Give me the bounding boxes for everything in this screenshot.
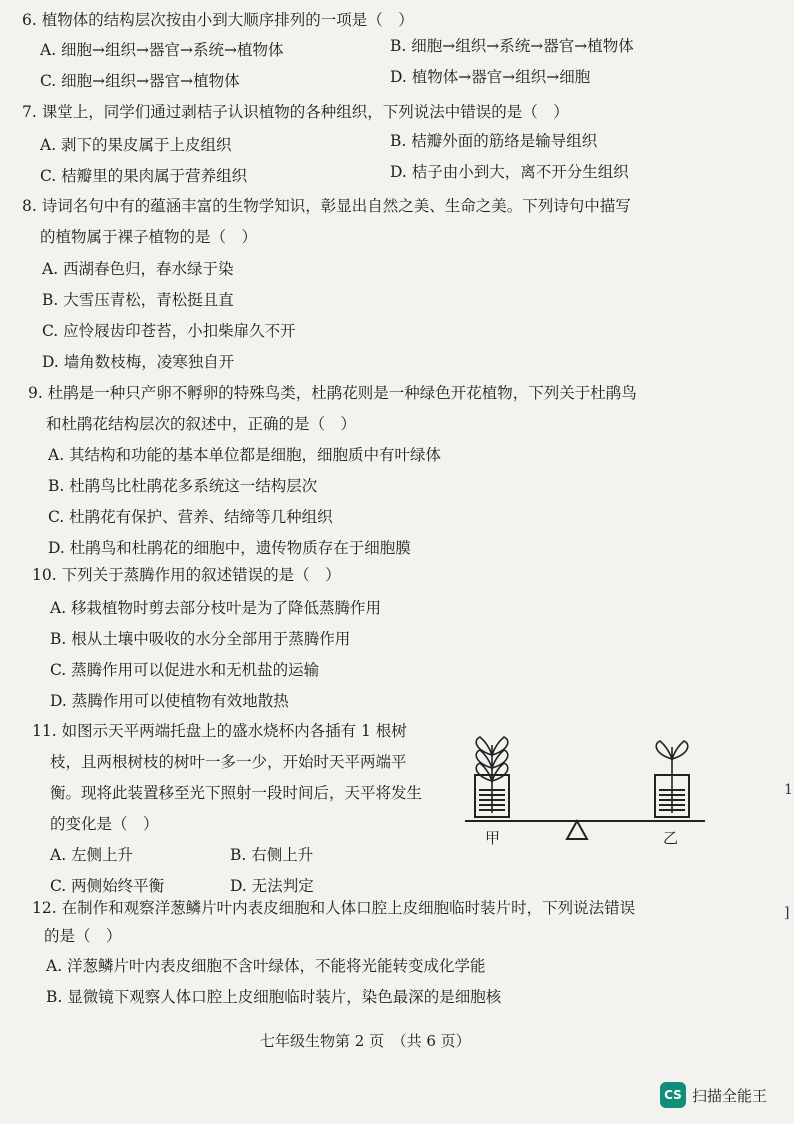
q7-option-c: C. 桔瓣里的果肉属于营养组织 (40, 167, 248, 185)
scanner-logo-icon: CS (660, 1082, 686, 1108)
right-branch-few-leaves (656, 741, 688, 813)
label-yi: 乙 (663, 829, 679, 847)
q11-stem-line1: 11. 如图示天平两端托盘上的盛水烧杯内各插有 1 根树 (32, 722, 407, 740)
q11-option-a: A. 左侧上升 (50, 846, 134, 864)
q9-option-b: B. 杜鹃鸟比杜鹃花多系统这一结构层次 (48, 477, 318, 495)
q6-stem: 6. 植物体的结构层次按由小到大顺序排列的一项是（ ） (22, 11, 414, 29)
q10-option-d: D. 蒸腾作用可以使植物有效地散热 (50, 692, 289, 710)
q9-stem-line2: 和杜鹃花结构层次的叙述中，正确的是（ ） (46, 415, 357, 433)
q10-option-c: C. 蒸腾作用可以促进水和无机盐的运输 (50, 661, 320, 679)
balance-fulcrum (567, 821, 587, 839)
q10-stem: 10. 下列关于蒸腾作用的叙述错误的是（ ） (32, 566, 341, 584)
q7-option-a: A. 剥下的果皮属于上皮组织 (40, 136, 232, 154)
q6-option-b: B. 细胞→组织→系统→器官→植物体 (390, 37, 634, 55)
q8-stem-line2: 的植物属于裸子植物的是（ ） (40, 228, 258, 246)
page-footer: 七年级生物第 2 页 （共 6 页） (260, 1032, 471, 1050)
q8-option-d: D. 墙角数枝梅，凌寒独自开 (42, 353, 235, 371)
q7-option-d: D. 桔子由小到大，离不开分生组织 (390, 163, 629, 181)
q9-stem-line1: 9. 杜鹃是一种只产卵不孵卵的特殊鸟类，杜鹃花则是一种绿色开花植物，下列关于杜鹃鸟 (28, 384, 637, 402)
q12-stem-line1: 12. 在制作和观察洋葱鳞片叶内表皮细胞和人体口腔上皮细胞临时装片时，下列说法错误 (32, 899, 636, 917)
q7-option-b: B. 桔瓣外面的筋络是输导组织 (390, 132, 598, 150)
margin-mark-1: 1 (784, 782, 793, 798)
q8-option-b: B. 大雪压青松，青松挺且直 (42, 291, 234, 309)
q10-option-b: B. 根从土壤中吸收的水分全部用于蒸腾作用 (50, 630, 351, 648)
q7-stem: 7. 课堂上，同学们通过剥桔子认识植物的各种组织，下列说法中错误的是（ ） (22, 103, 569, 121)
q8-stem-line1: 8. 诗词名句中有的蕴涵丰富的生物学知识，彰显出自然之美、生命之美。下列诗句中描写 (22, 197, 631, 215)
q6-option-c: C. 细胞→组织→器官→植物体 (40, 72, 240, 90)
q12-stem-line2: 的是（ ） (44, 927, 122, 945)
left-branch-many-leaves (476, 737, 508, 813)
q10-option-a: A. 移栽植物时剪去部分枝叶是为了降低蒸腾作用 (50, 599, 382, 617)
q11-stem-line2: 枝，且两根树枝的树叶一多一少，开始时天平两端平 (50, 753, 407, 771)
scanner-watermark (660, 1082, 767, 1108)
q9-option-c: C. 杜鹃花有保护、营养、结缔等几种组织 (48, 508, 333, 526)
scanner-name: 扫描全能王 (692, 1086, 768, 1105)
q9-option-a: A. 其结构和功能的基本单位都是细胞，细胞质中有叶绿体 (48, 446, 442, 464)
q12-option-a: A. 洋葱鳞片叶内表皮细胞不含叶绿体，不能将光能转变成化学能 (46, 957, 486, 975)
q11-stem-line4: 的变化是（ ） (50, 815, 159, 833)
q11-option-b: B. 右侧上升 (230, 846, 314, 864)
q11-option-c: C. 两侧始终平衡 (50, 877, 165, 895)
q8-option-a: A. 西湖春色归，春水绿于染 (42, 260, 234, 278)
balance-figure (465, 735, 725, 855)
q8-option-c: C. 应怜屐齿印苍苔，小扣柴扉久不开 (42, 322, 296, 340)
q12-option-b: B. 显微镜下观察人体口腔上皮细胞临时装片，染色最深的是细胞核 (46, 988, 502, 1006)
q6-option-d: D. 植物体→器官→组织→细胞 (390, 68, 591, 86)
label-jia: 甲 (485, 829, 501, 847)
margin-mark-2: ] (784, 905, 790, 921)
q11-stem-line3: 衡。现将此装置移至光下照射一段时间后，天平将发生 (50, 784, 423, 802)
q6-option-a: A. 细胞→组织→器官→系统→植物体 (40, 41, 284, 59)
q9-option-d: D. 杜鹃鸟和杜鹃花的细胞中，遗传物质存在于细胞膜 (48, 539, 411, 557)
q11-option-d: D. 无法判定 (230, 877, 314, 895)
